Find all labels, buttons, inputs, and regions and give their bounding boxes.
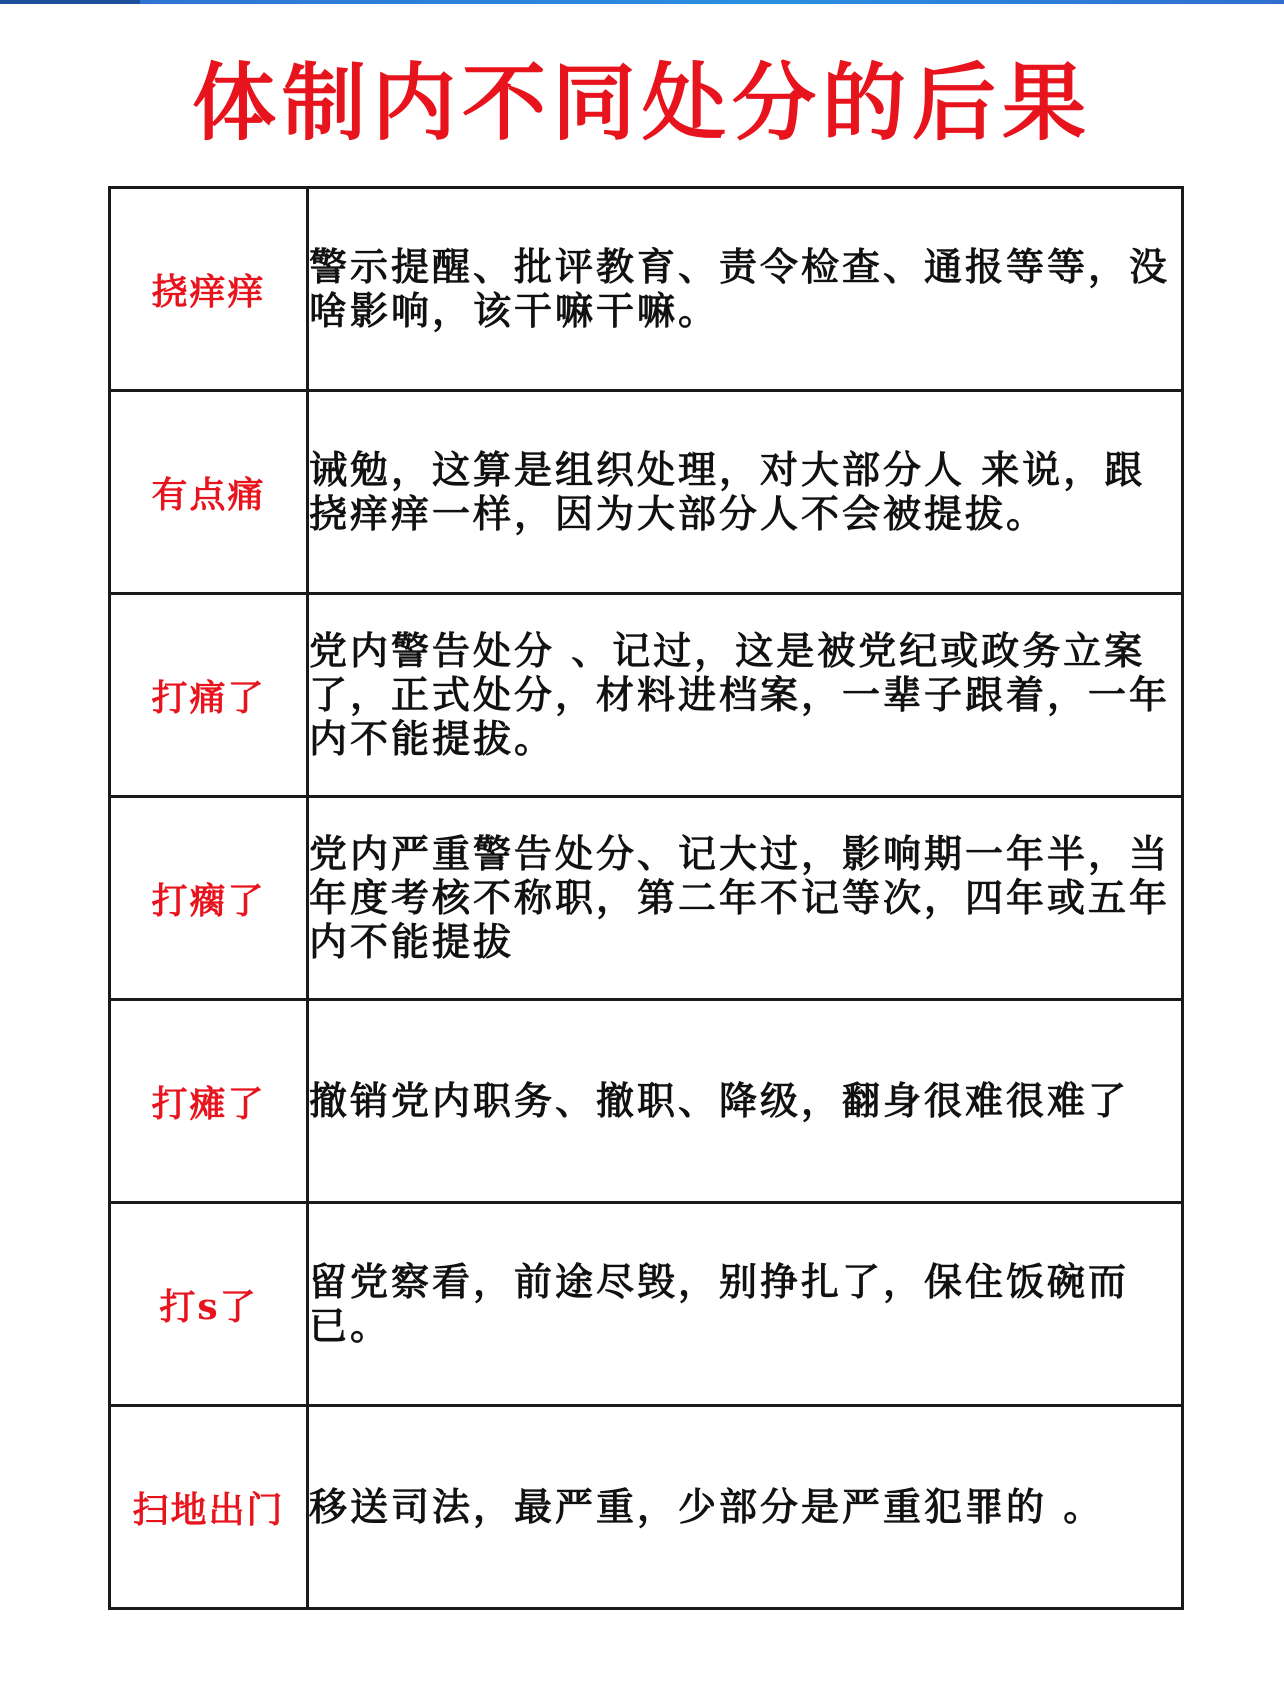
table-row [110, 1203, 1183, 1406]
table-row [110, 1406, 1183, 1609]
row-description: 党内警告处分 、记过，这是被党纪或政务立案了，正式处分，材料进档案，一辈子跟着，一年内不能提拔。 [308, 594, 1183, 797]
row-description: 撤销党内职务、撤职、降级，翻身很难很难了 [308, 1000, 1183, 1203]
row-label: 有点痛 [110, 391, 308, 594]
page-title: 体制内不同处分的后果 [191, 54, 1092, 152]
row-label: 打瘸了 [110, 797, 308, 1000]
top-accent-strip [0, 0, 1284, 4]
row-label: 打s了 [110, 1203, 308, 1406]
row-label: 打瘫了 [110, 1000, 308, 1203]
row-description: 诫勉，这算是组织处理，对大部分人 来说，跟挠痒痒一样，因为大部分人不会被提拔。 [308, 391, 1183, 594]
row-description: 移送司法，最严重，少部分是严重犯罪的 。 [308, 1406, 1183, 1609]
row-description: 留党察看，前途尽毁，别挣扎了，保住饭碗而已。 [308, 1203, 1183, 1406]
row-label: 扫地出门 [110, 1406, 308, 1609]
table-row [110, 188, 1183, 391]
top-accent-strip-left [0, 0, 140, 4]
row-label: 打痛了 [110, 594, 308, 797]
row-description: 党内严重警告处分、记大过，影响期一年半，当年度考核不称职，第二年不记等次，四年或五年内不能提拔 [308, 797, 1183, 1000]
table-row [110, 797, 1183, 1000]
table-row [110, 391, 1183, 594]
table-row [110, 594, 1183, 797]
row-label: 挠痒痒 [110, 188, 308, 391]
table-row [110, 1000, 1183, 1203]
row-description: 警示提醒、批评教育、责令检查、通报等等，没啥影响，该干嘛干嘛。 [308, 188, 1183, 391]
punishment-table [108, 186, 1184, 1610]
